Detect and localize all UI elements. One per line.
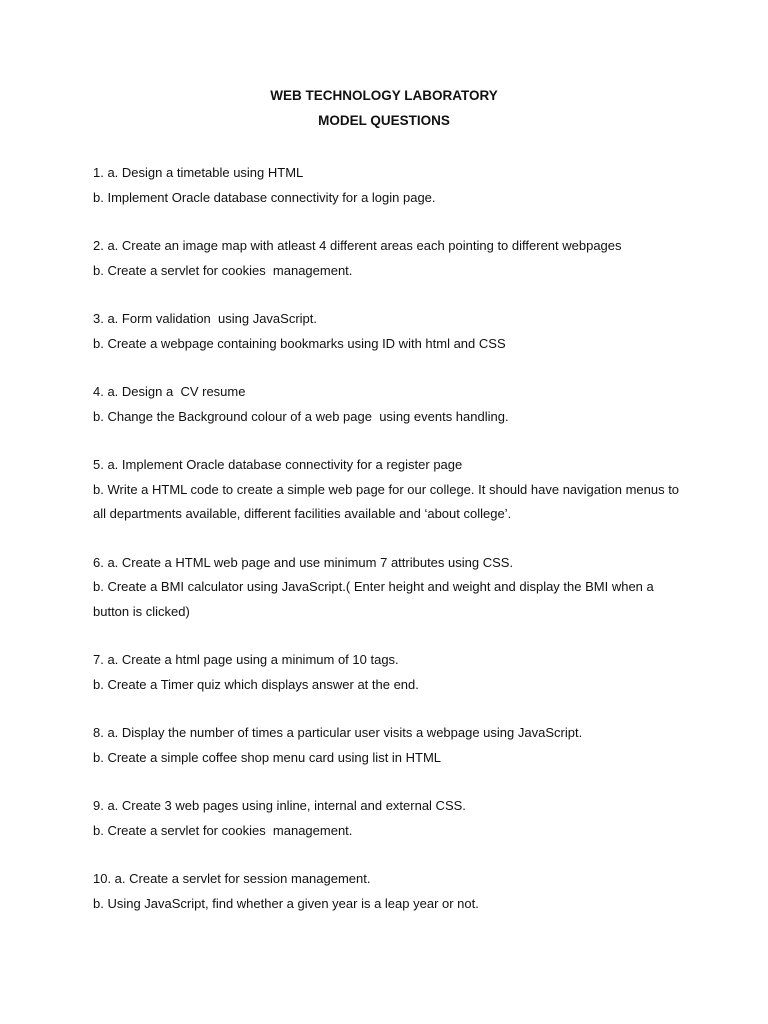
document-subtitle: MODEL QUESTIONS	[318, 113, 450, 128]
question-item	[93, 794, 683, 843]
document-title: WEB TECHNOLOGY LABORATORY	[270, 88, 498, 103]
question-part-b: b. Implement Oracle database connectivity for a login page.	[93, 189, 436, 205]
question-item	[93, 551, 683, 625]
question-item	[93, 380, 683, 429]
question-part-b: b. Write a HTML code to create a simple web page for our college. It should have navigation menus to all departments available, different facilities available and ‘about college’.	[93, 481, 683, 521]
question-item	[93, 648, 683, 697]
question-part-a: 9. a. Create 3 web pages using inline, internal and external CSS.	[93, 798, 466, 813]
question-part-b: b. Create a servlet for cookies management.	[93, 262, 353, 278]
question-part-a: 4. a. Design a CV resume	[93, 384, 246, 399]
question-part-b: b. Create a servlet for cookies management.	[93, 822, 353, 838]
question-part-a: 8. a. Display the number of times a particular user visits a webpage using JavaScript.	[93, 725, 583, 740]
question-part-a: 3. a. Form validation using JavaScript.	[93, 311, 317, 326]
question-list	[93, 161, 683, 940]
question-part-b: b. Change the Background colour of a web page using events handling.	[93, 408, 509, 424]
question-part-a: 6. a. Create a HTML web page and use minimum 7 attributes using CSS.	[93, 554, 514, 570]
question-part-a: 7. a. Create a html page using a minimum of 10 tags.	[93, 652, 399, 667]
question-part-a: 10. a. Create a servlet for session management.	[93, 871, 371, 886]
question-item	[93, 307, 683, 356]
title-block	[0, 86, 768, 131]
question-item	[93, 453, 683, 527]
question-part-b: b. Create a BMI calculator using JavaScript.( Enter height and weight and display the BMI when a button is clicked)	[93, 579, 658, 619]
question-item	[93, 161, 683, 210]
question-part-b: b. Using JavaScript, find whether a given year is a leap year or not.	[93, 895, 479, 911]
question-item	[93, 867, 683, 916]
question-part-a: 2. a. Create an image map with atleast 4 different areas each pointing to different webpages	[93, 238, 622, 253]
question-item	[93, 234, 683, 283]
question-part-b: b. Create a webpage containing bookmarks using ID with html and CSS	[93, 335, 506, 351]
question-item	[93, 721, 683, 770]
question-part-b: b. Create a simple coffee shop menu card using list in HTML	[93, 749, 442, 765]
question-part-a: 5. a. Implement Oracle database connectivity for a register page	[93, 457, 463, 472]
question-part-a: 1. a. Design a timetable using HTML	[93, 165, 304, 180]
question-part-b: b. Create a Timer quiz which displays answer at the end.	[93, 676, 419, 692]
